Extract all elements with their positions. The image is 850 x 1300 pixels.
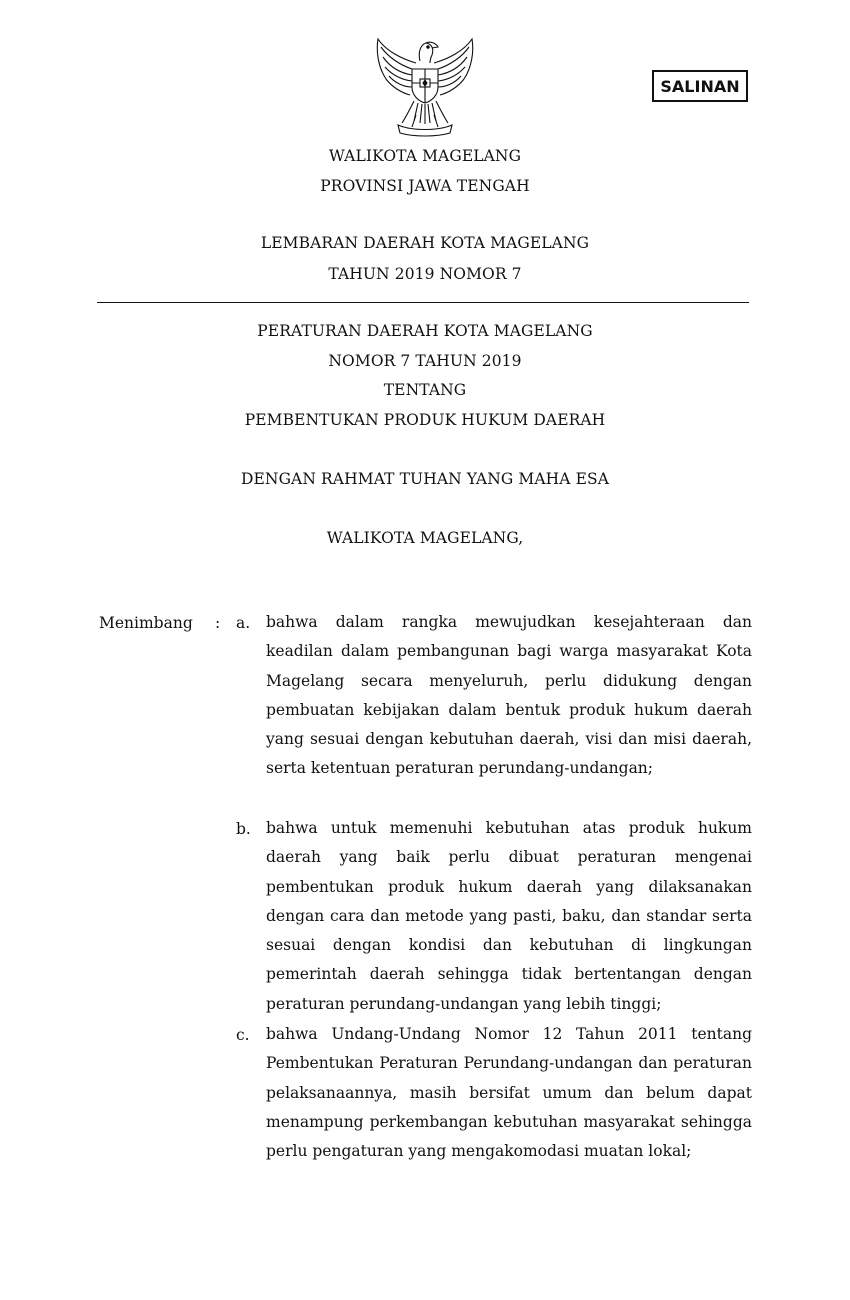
province-heading: PROVINSI JAWA TENGAH	[320, 177, 530, 195]
item-marker: c.	[236, 1026, 250, 1044]
item-text: bahwa untuk memenuhi kebutuhan atas produk hukum daerah yang baik perlu dibuat peraturan mengenai pembentukan produk hukum daerah yang dilaksanakan dengan cara dan metode yang pasti, baku, dan standar serta sesuai dengan kondisi dan kebutuhan di lingkungan pemerintah daerah sehingga tidak bertentangan dengan peraturan perundang-undangan yang lebih tinggi;	[266, 819, 752, 1013]
regulation-title: PERATURAN DAERAH KOTA MAGELANG	[257, 322, 593, 340]
item-marker: a.	[236, 614, 251, 632]
item-marker: b.	[236, 820, 251, 838]
item-text: bahwa dalam rangka mewujudkan kesejahteraan dan keadilan dalam pembangunan bagi warga masyarakat Kota Magelang secara menyeluruh, perlu didukung dengan pembuatan kebijakan dalam bentuk produk hukum daerah yang sesuai dengan kebutuhan daerah, visi dan misi daerah, serta ketentuan peraturan perundang-undangan;	[266, 613, 752, 778]
gazette-number: TAHUN 2019 NOMOR 7	[328, 265, 522, 283]
regulation-about: TENTANG	[383, 381, 467, 399]
garuda-emblem	[372, 33, 478, 137]
issuer-signature-heading: WALIKOTA MAGELANG,	[326, 529, 524, 547]
regulation-subject: PEMBENTUKAN PRODUK HUKUM DAERAH	[244, 411, 606, 429]
item-text: bahwa Undang-Undang Nomor 12 Tahun 2011 tentang Pembentukan Peraturan Perundang-undangan dan peraturan pelaksanaannya, masih bersifat umum dan belum dapat menampung perkembangan kebutuhan masyarakat sehingga perlu pengaturan yang mengakomodasi muatan lokal;	[266, 1025, 752, 1161]
issuer-heading: WALIKOTA MAGELANG	[328, 147, 522, 165]
considerations-separator: :	[215, 614, 221, 632]
considerations-label: Menimbang	[99, 614, 193, 632]
gazette-title: LEMBARAN DAERAH KOTA MAGELANG	[260, 234, 590, 252]
header-divider	[97, 302, 749, 303]
salinan-stamp: SALINAN	[652, 70, 748, 102]
invocation: DENGAN RAHMAT TUHAN YANG MAHA ESA	[240, 470, 610, 488]
regulation-number: NOMOR 7 TAHUN 2019	[328, 352, 522, 370]
